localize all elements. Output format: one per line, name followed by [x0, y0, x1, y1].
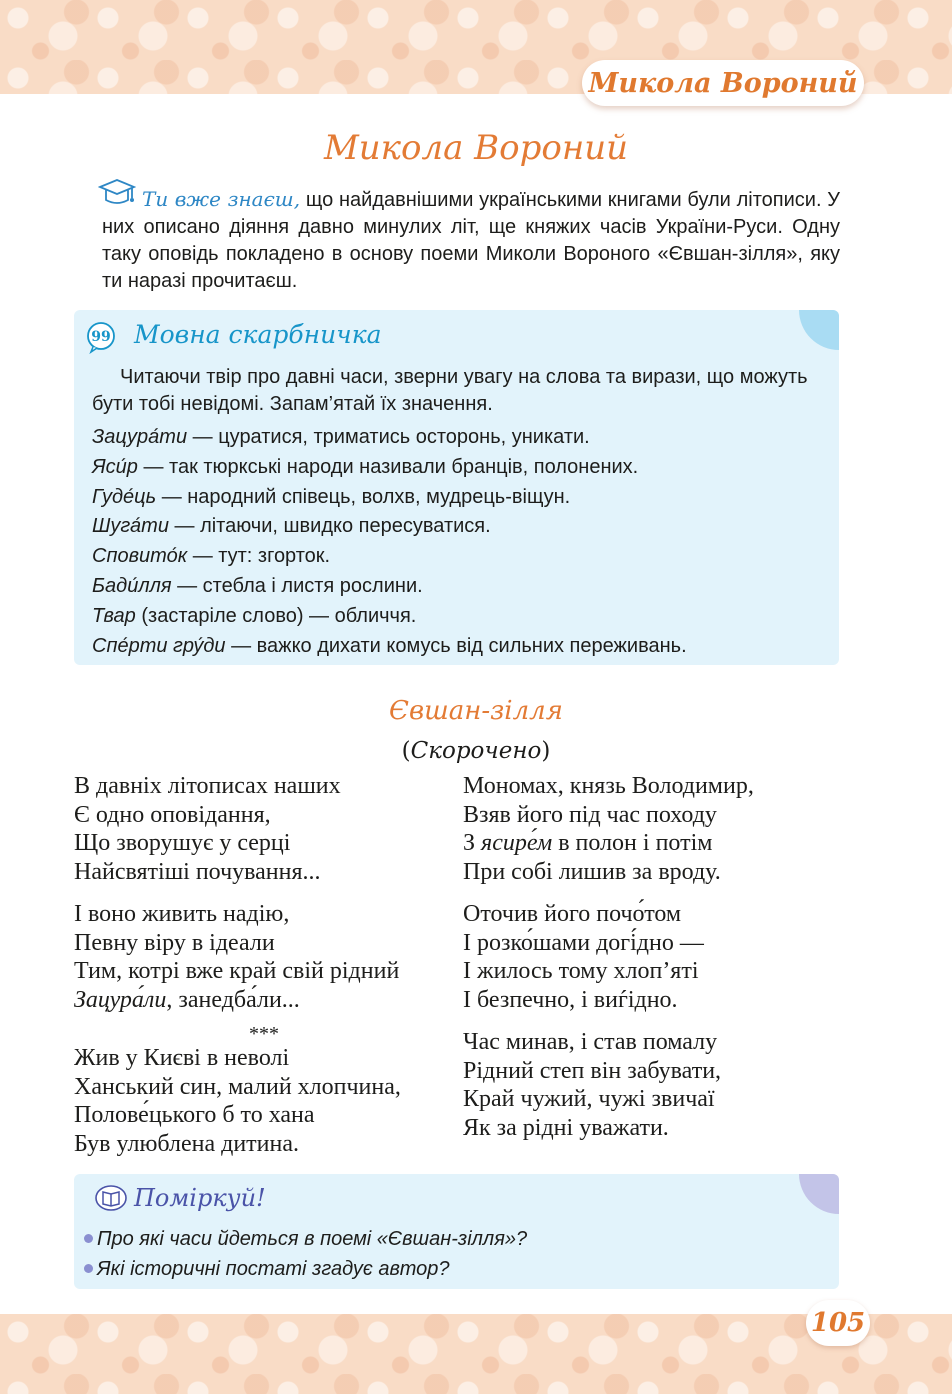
- poem-line: Зацура́ли, занедба́ли...: [74, 986, 300, 1013]
- vocab-item: Твар (застаріле слово) — обличчя.: [92, 604, 417, 627]
- poem-line: І жилось тому хлоп’яті: [463, 958, 699, 984]
- vocab-item: Сповито́к — тут: згорток.: [92, 545, 331, 568]
- poem-line: Оточив його почо́том: [463, 901, 682, 927]
- poem-stanza: [74, 1044, 454, 1158]
- poem-stanza: [463, 900, 843, 1014]
- quote-bubble-icon: [84, 320, 118, 354]
- question-item: Які історичні постаті згадує автор?: [74, 1254, 527, 1284]
- poem-line: І воно живить надію,: [74, 901, 290, 927]
- poem-stanza: [74, 772, 454, 886]
- header-tab: [582, 60, 864, 106]
- vocab-box-title: Мовна скарбничка: [134, 320, 382, 349]
- poem-line: Рідний степ він забувати,: [463, 1057, 722, 1084]
- vocab-list: [92, 423, 687, 661]
- think-box-title: Поміркуй!: [134, 1184, 266, 1212]
- think-questions: [74, 1224, 527, 1284]
- vocabulary-box: [74, 310, 839, 665]
- poem-column-left: [74, 772, 454, 1172]
- poem-line: Жив у Києві в неволі: [74, 1045, 290, 1071]
- poem-line: Взяв його під час походу: [463, 801, 717, 828]
- vocab-item: Бади́лля — стебла і листя рослини.: [92, 574, 423, 597]
- vocab-corner-decoration: [799, 310, 839, 350]
- page-number: 105: [806, 1300, 870, 1346]
- poem-column-right: [463, 772, 843, 1156]
- think-corner-decoration: [799, 1174, 839, 1214]
- poem-stanza: [463, 772, 843, 886]
- vocab-item: Шуга́ти — літаючи, швидко пересуватися.: [92, 515, 491, 538]
- graduation-cap-icon: [98, 178, 136, 208]
- svg-text:99: 99: [91, 329, 111, 345]
- intro-paragraph: [102, 186, 840, 295]
- poem-line: Певну віру в ідеали: [74, 929, 275, 956]
- poem-title: Євшан-зілля: [389, 696, 563, 726]
- poem-line: З ясире́м в полон і потім: [463, 830, 713, 856]
- bullet-icon: [84, 1264, 93, 1273]
- vocab-item: Гуде́ць — народний співець, волхв, мудрець-віщун.: [92, 485, 571, 508]
- poem-stanza: [74, 900, 454, 1014]
- stanza-separator: ***: [249, 1023, 279, 1045]
- poem-stanza: [463, 1028, 843, 1142]
- vocab-lead: Читаючи твір про давні часи, зверни увагу на слова та вирази, що можуть бути тобі невідомі. Запам’ятай їх значення.: [92, 366, 808, 415]
- book-bubble-icon: [94, 1184, 128, 1214]
- think-box: [74, 1174, 839, 1289]
- poem-line: Край чужий, чужі звичаї: [463, 1086, 715, 1112]
- vocab-item: Спе́рти гру́ди — важко дихати комусь від сильних переживань.: [92, 634, 687, 657]
- poem-line: Час минав, і став помалу: [463, 1029, 718, 1055]
- poem-line: І безпечно, і виѓідно.: [463, 986, 678, 1013]
- vocab-item: Зацура́ти — цуратися, триматись осторонь, уникати.: [92, 426, 590, 448]
- poem-line: Був улюблена дитина.: [74, 1130, 299, 1157]
- intro-text: що найдавнішими українськими книгами були літописи. У них описано діяння давно минулих літ, ще княжих часів України-Руси. Одну таку оповідь покладено в основу поеми Миколи Вороного «Євшан-зілля», яку ти наразі прочитаєш.: [102, 189, 841, 292]
- vocab-item: Яси́р — так тюркські народи називали бранців, полонених.: [92, 455, 639, 478]
- poem-subtitle: (Скорочено): [401, 738, 551, 764]
- poem-line: Мономах, князь Володимир,: [463, 773, 754, 799]
- poem-line: І розко́шами догі́дно —: [463, 929, 704, 956]
- header-tab-label: Микола Вороний: [588, 67, 858, 99]
- poem-line: Є одно оповідання,: [74, 801, 271, 828]
- page-title: Микола Вороний: [323, 128, 629, 168]
- poem-line: При собі лишив за вроду.: [463, 858, 721, 885]
- poem-line: Тим, котрі вже край свій рідний: [74, 958, 400, 984]
- question-item: Про які часи йдеться в поемі «Євшан-зілля»?: [74, 1224, 527, 1254]
- intro-highlight: Ти вже знаєш,: [142, 187, 301, 211]
- poem-line: Найсвятіші почування...: [74, 858, 321, 885]
- poem-line: В давніх літописах наших: [74, 773, 341, 799]
- poem-line: Ханський син, малий хлопчина,: [74, 1073, 401, 1100]
- poem-line: Полове́цького б то хана: [74, 1102, 315, 1128]
- bullet-icon: [84, 1234, 93, 1243]
- poem-line: Як за рідні уважати.: [463, 1114, 669, 1141]
- poem-line: Що зворушує у серці: [74, 830, 291, 856]
